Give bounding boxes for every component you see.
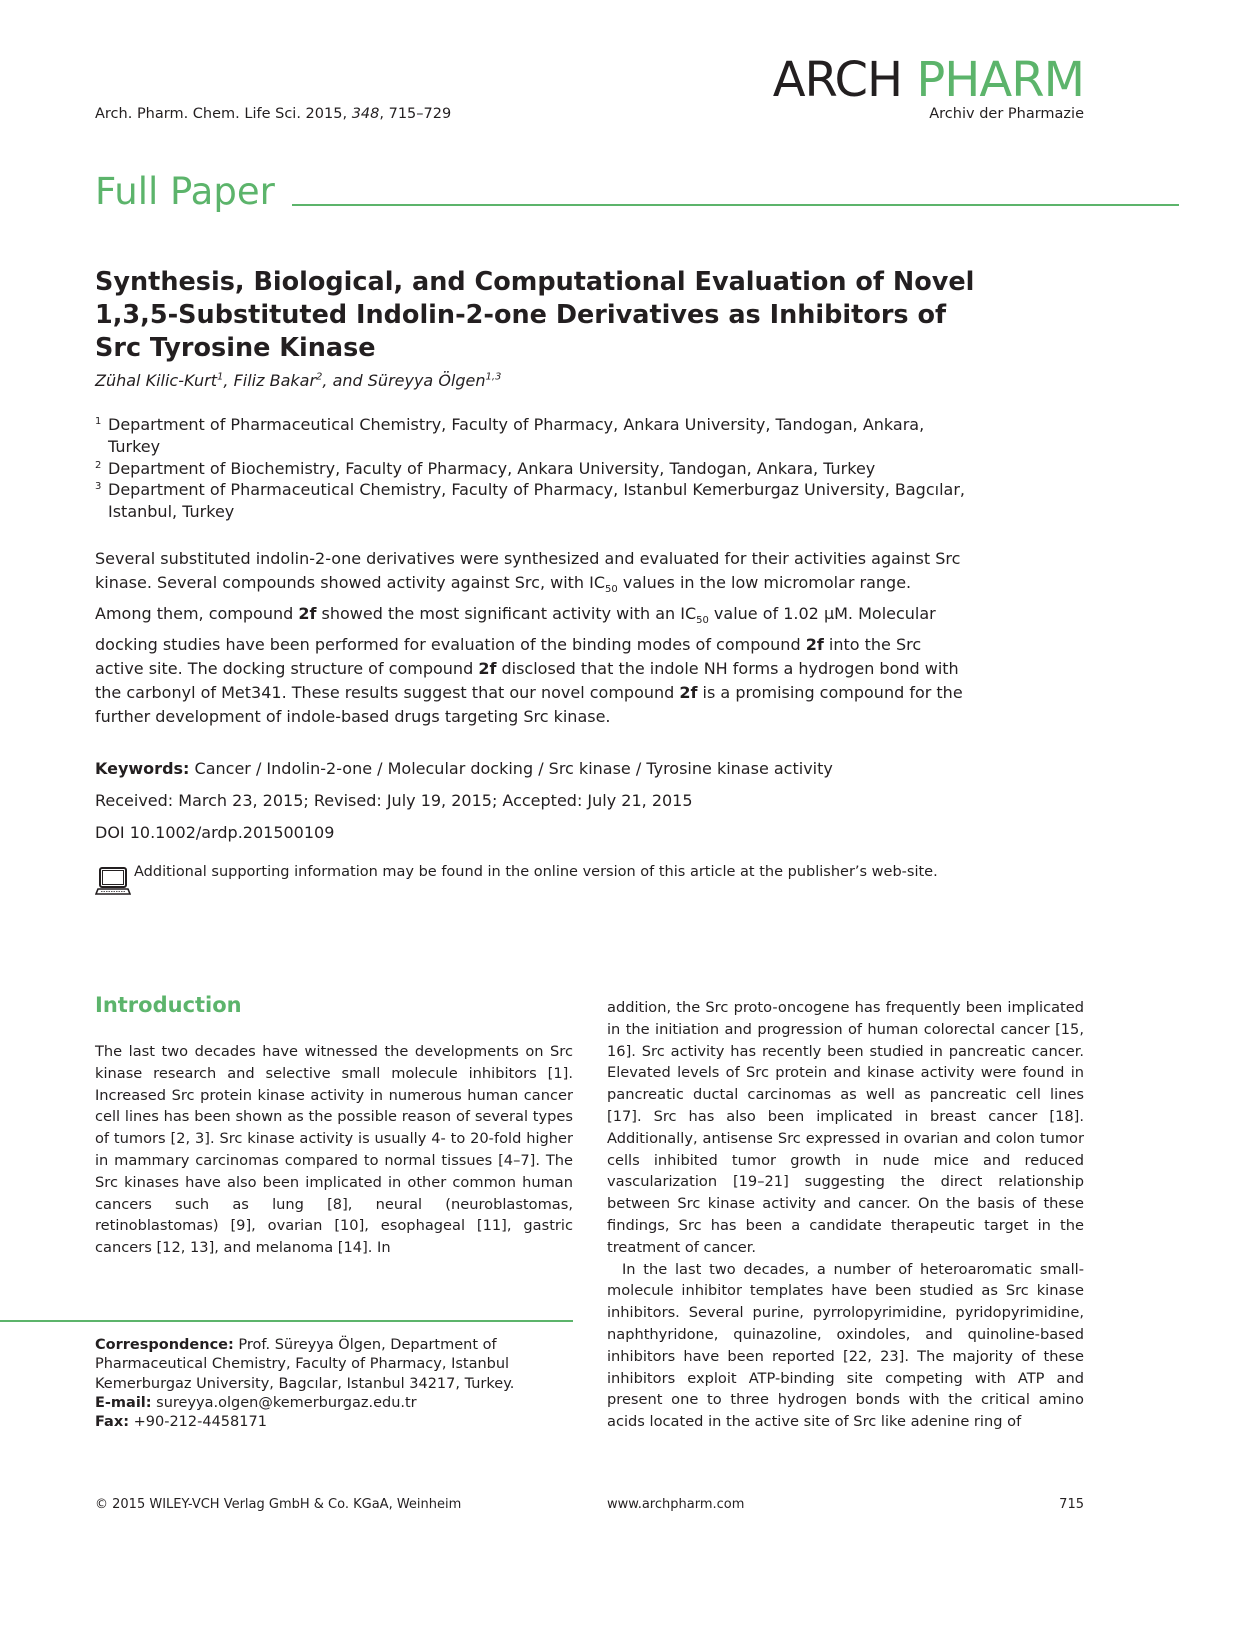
correspondence-text: Prof. Süreyya Ölgen, Department of Pharmaceutical Chemistry, Faculty of Pharmacy, Istanbul Kemerburgaz University, Bagcılar, Istanbul 34217, Turkey.: [95, 1337, 515, 1392]
abstract-text: Several substituted indolin-2-one derivatives were synthesized and evaluated for their activities against Src kinase. Several compounds showed activity against Src, with IC: [95, 549, 961, 592]
page-number: 715: [1059, 1497, 1084, 1512]
citation-volume: 348: [351, 106, 380, 122]
introduction-heading: Introduction: [95, 993, 242, 1017]
correspondence-label: Correspondence:: [95, 1337, 234, 1353]
footer-website[interactable]: www.archpharm.com: [607, 1497, 745, 1512]
ic50-subscript: 50: [696, 615, 709, 627]
compound-label: 2f: [679, 682, 698, 702]
abstract-text: disclosed that the indole NH forms a hydrogen bond with the carbonyl of Met341. These results suggest that our novel compound: [95, 659, 959, 702]
abstract-text: value of 1.02 μM. Molecular docking studies have been performed for evaluation of the binding modes of compound: [95, 604, 936, 655]
author-affiliation-ref: 1: [217, 371, 224, 383]
author-name: Süreyya Ölgen: [367, 371, 486, 390]
right-column: [607, 997, 1084, 1433]
affiliation-number: 1: [95, 416, 102, 427]
footer-copyright: © 2015 WILEY-VCH Verlag GmbH & Co. KGaA, Weinheim: [95, 1497, 462, 1512]
affiliation-list: [95, 414, 975, 523]
affiliation-text: Department of Biochemistry, Faculty of Pharmacy, Ankara University, Tandogan, Ankara, Turkey: [108, 458, 876, 478]
article-title: Synthesis, Biological, and Computational Evaluation of Novel 1,3,5-Substituted Indolin-2-one Derivatives as Inhibitors of Src Tyrosine Kinase: [95, 267, 975, 363]
correspondence-block: [95, 1336, 573, 1432]
body-paragraph: In the last two decades, a number of heteroaromatic small-molecule inhibitor templates have been studied as Src kinase inhibitors. Several purine, pyrrolopyrimidine, pyridopyrimidine, naphthyridone, quinazoline, oxindoles, and quinoline-based inhibitors have been reported [22, 23]. The majority of these inhibitors exploit ATP-binding site competing with ATP and present one to three hydrogen bonds with the critical amino acids located in the active site of Src like adenine ring of: [607, 1260, 1084, 1431]
affiliation-item: [95, 458, 975, 480]
keywords-label: Keywords:: [95, 759, 190, 778]
abstract-text: showed the most significant activity with an IC: [316, 604, 697, 623]
journal-logo: [772, 52, 1084, 122]
correspondence-rule: [0, 1320, 573, 1322]
logo-pharm: PHARM: [916, 52, 1084, 108]
doi-link[interactable]: DOI 10.1002/ardp.201500109: [95, 823, 335, 842]
author-name: Filiz Bakar: [233, 371, 317, 390]
supporting-info-note: Additional supporting information may be found in the online version of this article at the publisher’s web-site.: [134, 864, 938, 880]
compound-label: 2f: [805, 635, 824, 655]
keywords: [95, 759, 833, 778]
author-affiliation-ref: 2: [316, 371, 323, 383]
abstract-text: values in the low micromolar range. Among them, compound: [95, 572, 912, 623]
logo-arch: ARCH: [772, 52, 903, 108]
fax-label: Fax:: [95, 1414, 129, 1431]
abstract-text: into the Src active site. The docking structure of compound: [95, 635, 922, 678]
author-separator: , and: [322, 371, 368, 390]
affiliation-text: Department of Pharmaceutical Chemistry, Faculty of Pharmacy, Istanbul Kemerburgaz University, Bagcılar, Istanbul, Turkey: [108, 480, 965, 522]
affiliation-item: [95, 479, 975, 523]
author-affiliation-ref: 1,3: [485, 371, 502, 383]
email-label: E-mail:: [95, 1394, 152, 1411]
affiliation-number: 3: [95, 481, 102, 493]
body-paragraph: The last two decades have witnessed the developments on Src kinase research and selective small molecule inhibitors [1]. Increased Src protein kinase activity in numerous human cancer cell lines has been shown as the possible reason of several types of tumors [2, 3]. Src kinase activity is usually 4- to 20-fold higher in mammary carcinomas compared to normal tissues [4–7]. The Src kinases have also been implicated in other common human cancers such as lung [8], neural (neuroblastomas, retinoblastomas) [9], ovarian [10], esophageal [11], gastric cancers [12, 13], and melanoma [14]. In: [95, 1043, 573, 1257]
abstract: [95, 547, 965, 729]
ic50-subscript: 50: [605, 584, 618, 596]
journal-citation: [95, 106, 451, 122]
section-rule: [292, 204, 1179, 206]
compound-label: 2f: [298, 604, 317, 623]
received-dates: Received: March 23, 2015; Revised: July 19, 2015; Accepted: July 21, 2015: [95, 791, 693, 810]
left-column: [95, 1041, 573, 1259]
fax-number: +90-212-4458171: [129, 1414, 267, 1431]
keywords-text: Cancer / Indolin-2-one / Molecular docking / Src kinase / Tyrosine kinase activity: [189, 759, 833, 778]
affiliation-text: Department of Pharmaceutical Chemistry, Faculty of Pharmacy, Ankara University, Tandogan, Ankara, Turkey: [108, 415, 925, 456]
affiliation-number: 2: [95, 459, 102, 471]
section-label: Full Paper: [95, 170, 275, 213]
author-separator: ,: [223, 371, 234, 390]
email-address[interactable]: sureyya.olgen@kemerburgaz.edu.tr: [151, 1394, 417, 1411]
logo-subtitle: Archiv der Pharmazie: [929, 106, 1084, 122]
laptop-icon: [95, 865, 131, 897]
citation-prefix: Arch. Pharm. Chem. Life Sci. 2015,: [95, 106, 352, 122]
author-list: [95, 371, 501, 390]
body-paragraph: addition, the Src proto-oncogene has frequently been implicated in the initiation and progression of human colorectal cancer [15, 16]. Src activity has recently been studied in pancreatic cancer. Elevated levels of Src protein and kinase activity were found in pancreatic ductal carcinomas as well as pancreatic cell lines [17]. Src has also been implicated in breast cancer [18]. Additionally, antisense Src expressed in ovarian and colon tumor cells inhibited tumor growth in nude mice and reduced vascularization [19–21] suggesting the direct relationship between Src kinase activity and cancer. On the basis of these findings, Src has been a candidate therapeutic target in the treatment of cancer.: [607, 999, 1084, 1256]
citation-pages: , 715–729: [379, 106, 452, 122]
affiliation-item: [95, 414, 975, 458]
author-name: Zühal Kilic-Kurt: [95, 371, 218, 390]
compound-label: 2f: [478, 659, 497, 678]
abstract-text: is a promising compound for the further development of indole-based drugs targeting Src kinase.: [95, 682, 963, 726]
